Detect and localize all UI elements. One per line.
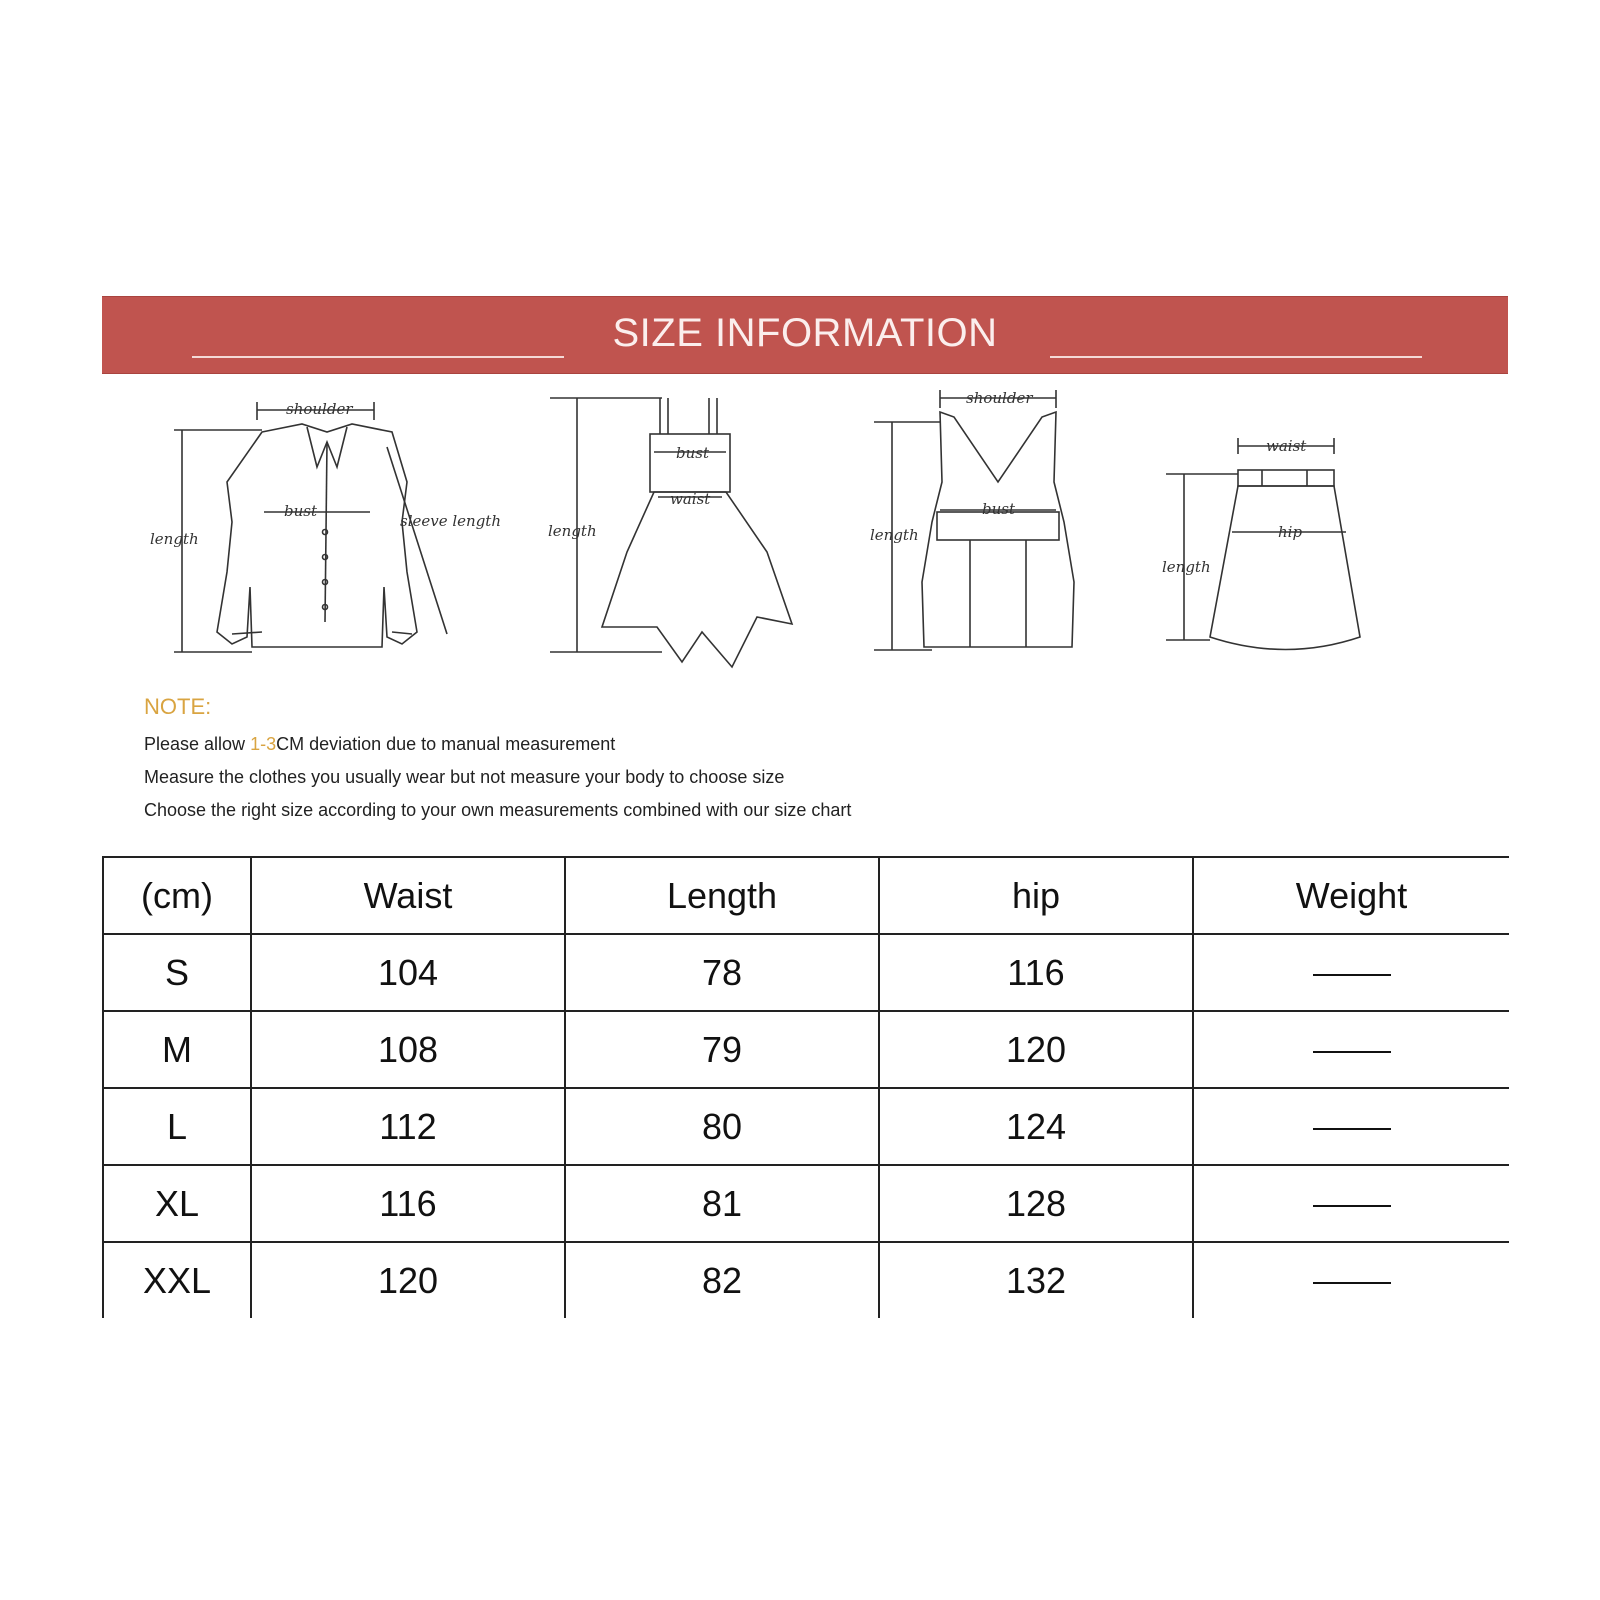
weight-dash bbox=[1313, 1051, 1391, 1053]
weight-dash bbox=[1313, 974, 1391, 976]
note-line-2: Measure the clothes you usually wear but not measure your body to choose size bbox=[144, 767, 785, 787]
note-line-1-highlight: 1-3 bbox=[250, 734, 277, 754]
size-info-panel bbox=[102, 296, 1508, 1312]
waist-cell: 116 bbox=[251, 1165, 565, 1242]
waist-cell: 108 bbox=[251, 1011, 565, 1088]
header-waist: Waist bbox=[251, 857, 565, 934]
banner-title: SIZE INFORMATION bbox=[612, 311, 998, 355]
header-length: Length bbox=[565, 857, 879, 934]
hip-cell: 116 bbox=[879, 934, 1193, 1011]
tank-shoulder-label: shoulder bbox=[966, 389, 1033, 407]
hip-cell: 128 bbox=[879, 1165, 1193, 1242]
length-cell: 81 bbox=[565, 1165, 879, 1242]
shirt-length-label: length bbox=[150, 530, 199, 548]
note-section bbox=[144, 694, 851, 833]
weight-cell bbox=[1193, 1088, 1509, 1165]
skirt-waist-label: waist bbox=[1266, 437, 1307, 455]
size-cell: M bbox=[103, 1011, 251, 1088]
hip-cell: 132 bbox=[879, 1242, 1193, 1318]
note-line-1 bbox=[144, 734, 851, 755]
header-weight: Weight bbox=[1193, 857, 1509, 934]
weight-cell bbox=[1193, 934, 1509, 1011]
length-cell: 80 bbox=[565, 1088, 879, 1165]
length-cell: 82 bbox=[565, 1242, 879, 1318]
size-cell: S bbox=[103, 934, 251, 1011]
skirt-figure bbox=[1162, 437, 1360, 650]
note-heading: NOTE: bbox=[144, 694, 212, 719]
table-row bbox=[103, 1242, 1509, 1318]
table-row bbox=[103, 1088, 1509, 1165]
table-row bbox=[103, 934, 1509, 1011]
shirt-figure bbox=[150, 400, 501, 652]
size-cell: L bbox=[103, 1088, 251, 1165]
shirt-sleeve-label: sleeve length bbox=[400, 512, 501, 530]
skirt-length-label: length bbox=[1162, 558, 1211, 576]
size-cell: XXL bbox=[103, 1242, 251, 1318]
skirt-hip-label: hip bbox=[1278, 523, 1303, 541]
note-line-1-pre: Please allow bbox=[144, 734, 251, 754]
tank-figure bbox=[870, 389, 1074, 650]
dress-waist-label: waist bbox=[670, 490, 711, 508]
dress-figure bbox=[548, 398, 792, 667]
shirt-shoulder-label: shoulder bbox=[286, 400, 353, 418]
table-row bbox=[103, 1165, 1509, 1242]
banner-rule-left bbox=[192, 356, 564, 358]
length-cell: 78 bbox=[565, 934, 879, 1011]
weight-dash bbox=[1313, 1205, 1391, 1207]
tank-length-label: length bbox=[870, 526, 919, 544]
measurement-figures bbox=[102, 372, 1508, 672]
size-cell: XL bbox=[103, 1165, 251, 1242]
waist-cell: 112 bbox=[251, 1088, 565, 1165]
size-table bbox=[102, 856, 1509, 1318]
weight-dash bbox=[1313, 1128, 1391, 1130]
note-line-3: Choose the right size according to your own measurements combined with our size chart bbox=[144, 800, 852, 820]
size-information-banner bbox=[102, 296, 1508, 374]
dress-bust-label: bust bbox=[676, 444, 709, 462]
header-hip: hip bbox=[879, 857, 1193, 934]
waist-cell: 120 bbox=[251, 1242, 565, 1318]
weight-cell bbox=[1193, 1165, 1509, 1242]
tank-bust-label: bust bbox=[982, 500, 1015, 518]
hip-cell: 124 bbox=[879, 1088, 1193, 1165]
dress-length-label: length bbox=[548, 522, 597, 540]
note-line-1-post: CM deviation due to manual measurement bbox=[276, 734, 616, 754]
weight-cell bbox=[1193, 1242, 1509, 1318]
table-header-row bbox=[103, 857, 1509, 934]
waist-cell: 104 bbox=[251, 934, 565, 1011]
table-row bbox=[103, 1011, 1509, 1088]
weight-dash bbox=[1313, 1282, 1391, 1284]
hip-cell: 120 bbox=[879, 1011, 1193, 1088]
length-cell: 79 bbox=[565, 1011, 879, 1088]
header-unit: (cm) bbox=[103, 857, 251, 934]
weight-cell bbox=[1193, 1011, 1509, 1088]
shirt-bust-label: bust bbox=[284, 502, 317, 520]
banner-rule-right bbox=[1050, 356, 1422, 358]
